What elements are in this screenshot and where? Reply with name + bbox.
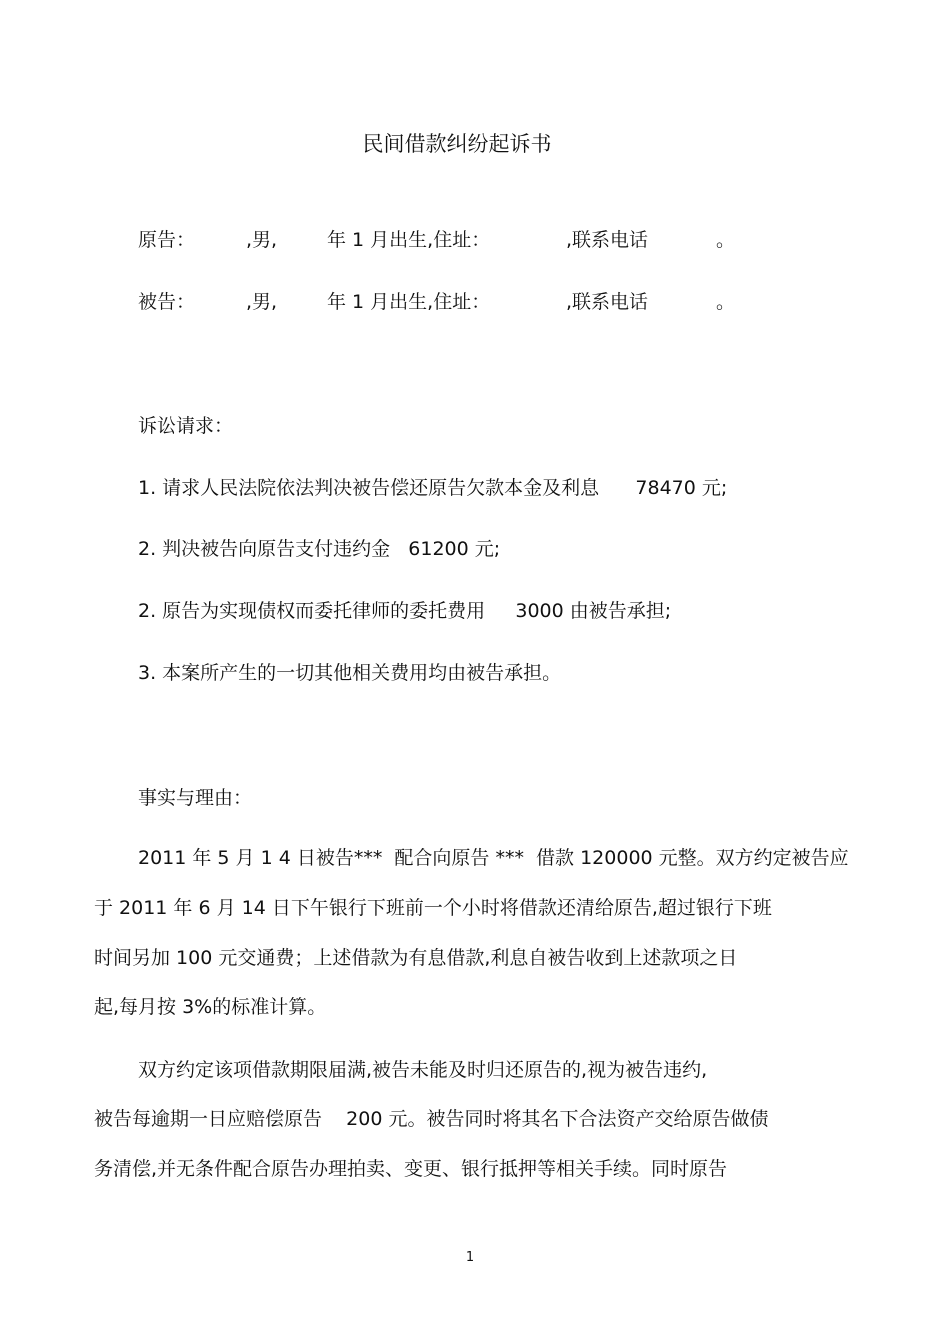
defendant-row: [0, 290, 950, 314]
facts-paragraph-line: 务清偿,并无条件配合原告办理拍卖、变更、银行抵押等相关手续。同时原告: [94, 1158, 728, 1180]
claims-heading: 诉讼请求：: [138, 415, 234, 437]
facts-paragraph-line: 于 2011 年 6 月 14 日下午银行下班前一个小时将借款还清给原告,超过银行下班: [94, 897, 772, 919]
plaintiff-label: 原告：: [138, 229, 196, 251]
defendant-end: 。: [716, 291, 736, 313]
defendant-phone-label: ,联系电话: [566, 291, 649, 313]
defendant-gender: ,男,: [246, 291, 278, 313]
claim-item: 2. 判决被告向原告支付违约金 61200 元;: [138, 538, 501, 560]
facts-paragraph-line: 被告每逾期一日应赔偿原告 200 元。被告同时将其名下合法资产交给原告做债: [94, 1108, 769, 1130]
claim-item: 2. 原告为实现债权而委托律师的委托费用 3000 由被告承担;: [138, 600, 672, 622]
plaintiff-end: 。: [716, 229, 736, 251]
facts-paragraph-line: 双方约定该项借款期限届满,被告未能及时归还原告的,视为被告违约,: [138, 1059, 708, 1081]
facts-paragraph-line: 起,每月按 3%的标准计算。: [94, 996, 327, 1018]
claim-item: 3. 本案所产生的一切其他相关费用均由被告承担。: [138, 662, 562, 684]
facts-paragraph-line: 时间另加 100 元交通费；上述借款为有息借款,利息自被告收到上述款项之日: [94, 947, 738, 969]
plaintiff-gender: ,男,: [246, 229, 278, 251]
facts-heading: 事实与理由：: [138, 787, 253, 809]
plaintiff-phone-label: ,联系电话: [566, 229, 649, 251]
plaintiff-birth-address: 年 1 月出生,住址：: [327, 229, 491, 251]
defendant-label: 被告：: [138, 291, 196, 313]
plaintiff-row: [0, 228, 950, 252]
facts-paragraph-line: 2011 年 5 月 1 4 日被告*** 配合向原告 *** 借款 120000 元整。双方约定被告应: [138, 847, 849, 869]
document-title: 民间借款纠纷起诉书: [362, 132, 552, 156]
claim-item: 1. 请求人民法院依法判决被告偿还原告欠款本金及利息 78470 元;: [138, 477, 728, 499]
page-number: 1: [465, 1250, 475, 1265]
defendant-birth-address: 年 1 月出生,住址：: [327, 291, 491, 313]
